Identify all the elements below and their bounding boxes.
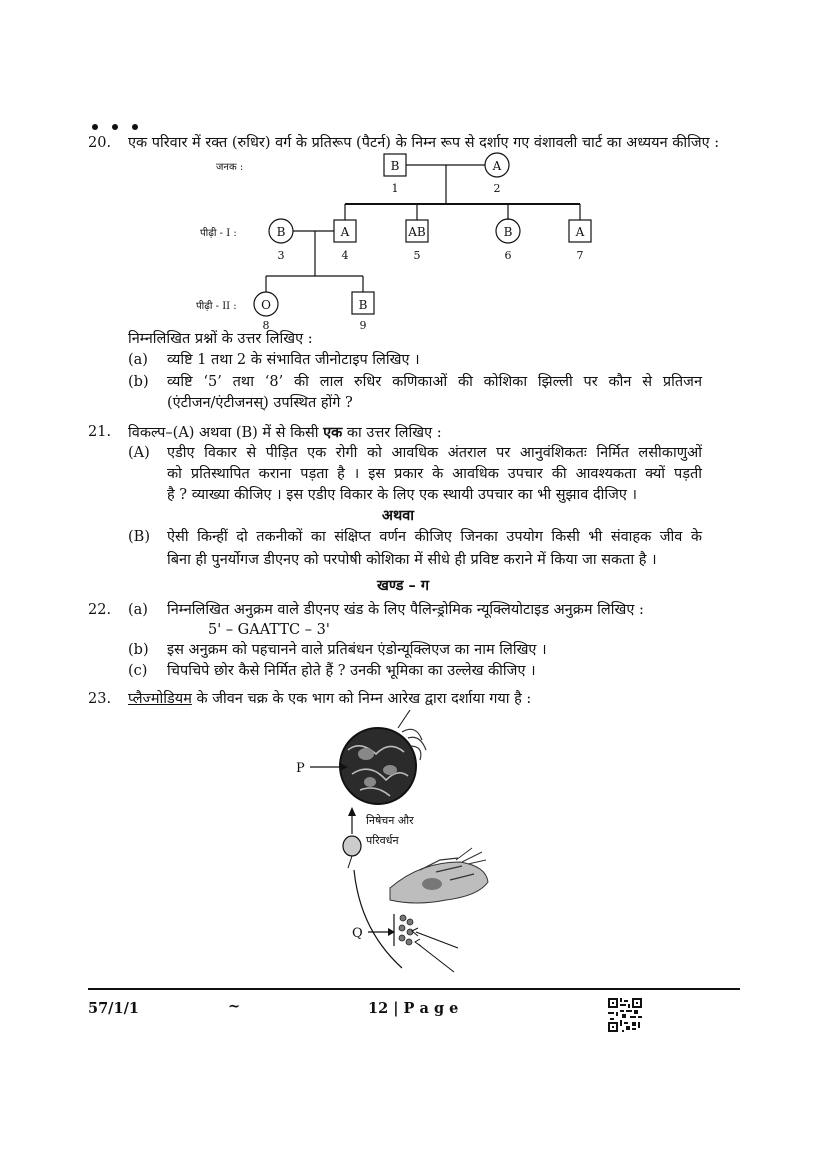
question-22-part-c-label: (c): [128, 663, 148, 679]
question-23-number: 23.: [88, 691, 112, 707]
footer-page-number: 12 | P a g e: [368, 1000, 459, 1017]
question-21-option-a-label: (A): [128, 445, 150, 461]
question-21-option-a-line2: को प्रतिस्थापित कराना पड़ता है । इस प्रकार के आवधिक उपचार की आवश्यकता क्यों पड़ती: [167, 466, 702, 482]
pedigree-blood-2: A: [492, 159, 502, 173]
question-22-sequence: 5' – GAATTC – 3': [208, 622, 330, 638]
footer-code: 57/1/1: [88, 1000, 139, 1017]
zygote-illustration: [343, 836, 361, 856]
question-21-or: अथवा: [381, 507, 415, 524]
header-dots: [92, 115, 152, 134]
question-21-option-a-line1: एडीए विकार से पीड़ित एक रोगी को आवधिक अंतराल पर आनुवंशिकतः निर्मित लसीकाणुओं: [167, 445, 702, 461]
question-20-part-b-label: (b): [128, 374, 149, 390]
question-20-part-b-line2: (एंटीजन/एंटीजनस्) उपस्थित होंगे ?: [167, 395, 353, 411]
pedigree-id-8: 8: [262, 319, 270, 332]
question-22-part-b-text: इस अनुक्रम को पहचानने वाले प्रतिबंधन एंडोन्यूक्लिएज का नाम लिखिए ।: [167, 642, 547, 658]
pedigree-blood-9: B: [358, 298, 368, 312]
pedigree-id-7: 7: [576, 249, 584, 262]
pedigree-id-3: 3: [277, 249, 285, 262]
question-21-option-b-line1: ऐसी किन्हीं दो तकनीकों का संक्षिप्त वर्णन कीजिए जिनका उपयोग किसी भी संवाहक जीव के: [167, 529, 702, 545]
pedigree-blood-7: A: [575, 225, 585, 239]
pedigree-id-5: 5: [413, 249, 421, 262]
question-21-intro: विकल्प–(A) अथवा (B) में से किसी एक का उत्तर लिखिए :: [128, 424, 442, 441]
question-20-number: 20.: [88, 135, 112, 151]
question-22-part-b-label: (b): [128, 642, 149, 658]
footer-rule: [88, 988, 740, 990]
question-22-number: 22.: [88, 602, 112, 618]
section-heading: खण्ड – ग: [376, 577, 429, 594]
question-21-option-b-line2: बिना ही पुनर्योगज डीएनए को परपोषी कोशिका में सीधे ही प्रविष्ट कराने में किया जा सकता है ।: [167, 552, 657, 568]
question-20-part-a-label: (a): [128, 352, 148, 368]
oocyst-illustration: [340, 728, 426, 804]
pedigree-chart: [190, 150, 610, 335]
qr-code: [608, 998, 642, 1032]
pedigree-blood-5: AB: [408, 225, 426, 239]
question-22-part-c-text: चिपचिपे छोर कैसे निर्मित होते हैं ? उनकी भूमिका का उल्लेख कीजिए ।: [167, 663, 536, 679]
pedigree-id-4: 4: [341, 249, 349, 262]
pedigree-blood-4: A: [340, 225, 350, 239]
diagram-label-q: Q: [352, 926, 363, 941]
diagram-caption-line1: निषेचन और: [366, 814, 414, 827]
question-20-intro: एक परिवार में रक्त (रुधिर) वर्ग के प्रतिरूप (पैटर्न) के निम्न रूप से दर्शाए गए वंशावली चार्ट का अध्ययन कीजिए :: [128, 135, 720, 151]
pedigree-blood-3: B: [276, 225, 286, 239]
footer-tilde: ~: [228, 998, 241, 1015]
question-23-text: प्लैज्मोडियम के जीवन चक्र के एक भाग को निम्न आरेख द्वारा दर्शाया गया है :: [128, 691, 532, 707]
question-22-part-a-text: निम्नलिखित अनुक्रम वाले डीएनए खंड के लिए पैलिन्ड्रोमिक न्यूक्लियोटाइड अनुक्रम लिखिए :: [167, 602, 644, 618]
question-21-option-a-line3: है ? व्याख्या कीजिए । इस एडीए विकार के लिए एक स्थायी उपचार का भी सुझाव दीजिए ।: [167, 487, 638, 503]
pedigree-blood-8: O: [261, 298, 271, 312]
pedigree-row-gen1: पीढ़ी - I :: [200, 228, 237, 239]
question-20-instruction: निम्नलिखित प्रश्नों के उत्तर लिखिए :: [128, 331, 313, 347]
diagram-label-p: P: [296, 761, 305, 776]
pedigree-id-1: 1: [391, 182, 399, 195]
question-20-part-b-line1: व्यष्टि ‘5’ तथा ‘8’ की लाल रुधिर कणिकाओं की कोशिका झिल्ली पर कौन से प्रतिजन: [167, 374, 702, 390]
question-21-option-b-label: (B): [128, 529, 150, 545]
pedigree-blood-1: B: [390, 159, 400, 173]
pedigree-row-parents: जनक :: [216, 162, 244, 173]
pedigree-blood-6: B: [503, 225, 513, 239]
plasmodium-life-cycle-diagram: [290, 710, 520, 980]
pedigree-id-2: 2: [493, 182, 501, 195]
diagram-caption-line2: परिवर्धन: [366, 834, 399, 847]
question-21-number: 21.: [88, 424, 112, 440]
question-22-part-a-label: (a): [128, 602, 148, 618]
mosquito-gut-illustration: [390, 848, 488, 903]
question-20-part-a-text: व्यष्टि 1 तथा 2 के संभावित जीनोटाइप लिखिए ।: [167, 352, 420, 368]
pedigree-row-gen2: पीढ़ी - II :: [196, 301, 237, 312]
pedigree-id-6: 6: [504, 249, 512, 262]
pedigree-id-9: 9: [359, 319, 367, 332]
